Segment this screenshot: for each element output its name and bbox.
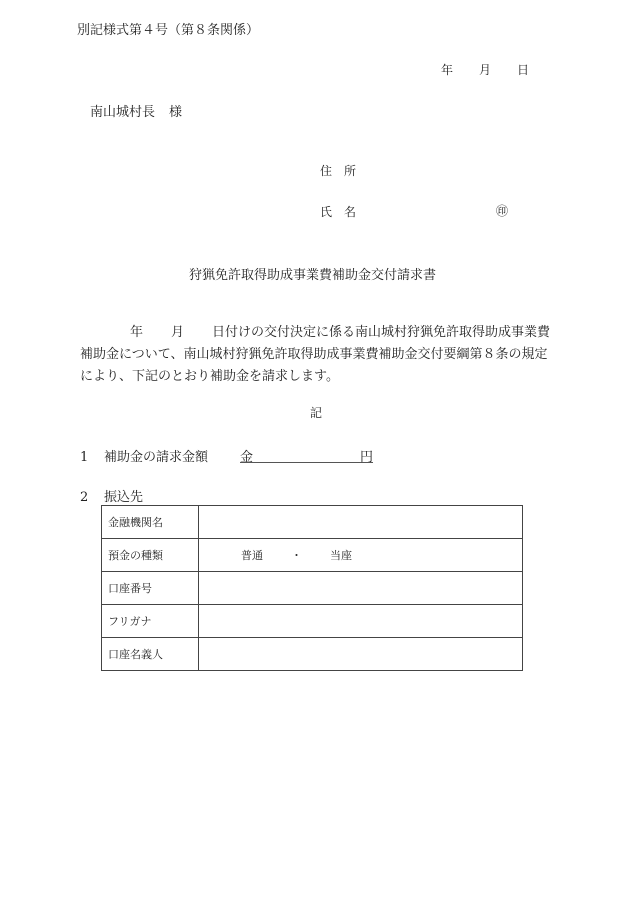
amount-prefix: 金 bbox=[240, 450, 254, 465]
applicant-address bbox=[320, 162, 366, 179]
amount-field[interactable] bbox=[240, 446, 373, 463]
item1-label: 補助金の請求金額 bbox=[104, 450, 209, 465]
name-label: 氏 名 bbox=[320, 205, 357, 219]
addressee-name: 南山城村長 bbox=[90, 105, 156, 120]
row-label: 口座番号 bbox=[102, 572, 199, 605]
table-row bbox=[102, 605, 523, 638]
option-separator: ・ bbox=[291, 549, 302, 562]
furigana-field[interactable] bbox=[199, 605, 523, 638]
item1-number: 1 bbox=[80, 450, 89, 465]
body-month: 月 bbox=[171, 325, 185, 340]
ki-heading: 記 bbox=[310, 406, 323, 420]
bank-name-field[interactable] bbox=[199, 506, 523, 539]
option-futsu[interactable]: 普通 bbox=[241, 549, 263, 562]
row-label: 金融機関名 bbox=[102, 506, 199, 539]
addressee-honorific: 様 bbox=[169, 105, 183, 120]
seal-mark: ㊞ bbox=[496, 204, 509, 218]
row-label: 口座名義人 bbox=[102, 638, 199, 671]
address-label: 住 所 bbox=[320, 164, 357, 178]
account-type-field[interactable] bbox=[199, 539, 523, 572]
bank-table bbox=[101, 505, 523, 671]
applicant-name bbox=[320, 203, 366, 220]
item2-number: 2 bbox=[80, 490, 89, 505]
row-label: フリガナ bbox=[102, 605, 199, 638]
item-transfer-destination bbox=[80, 486, 143, 505]
table-row bbox=[102, 638, 523, 671]
table-row bbox=[102, 572, 523, 605]
option-toza[interactable]: 当座 bbox=[330, 549, 352, 562]
date-day: 日 bbox=[517, 63, 530, 77]
table-row bbox=[102, 506, 523, 539]
account-holder-field[interactable] bbox=[199, 638, 523, 671]
date-year: 年 bbox=[441, 63, 454, 77]
row-label: 預金の種類 bbox=[102, 539, 199, 572]
body-text: 日付けの交付決定に係る南山城村狩猟免許取得助成事業費補助金について、南山城村狩猟免許取得助成事業費補助金交付要綱第８条の規定により、下記のとおり補助金を請求します。 bbox=[80, 325, 551, 384]
addressee bbox=[90, 101, 182, 120]
amount-suffix: 円 bbox=[359, 450, 373, 465]
date-line bbox=[441, 61, 529, 78]
account-number-field[interactable] bbox=[199, 572, 523, 605]
request-body bbox=[80, 322, 560, 388]
form-number: 別記様式第４号（第８条関係） bbox=[77, 23, 260, 38]
table-row bbox=[102, 539, 523, 572]
item-request-amount bbox=[80, 446, 208, 465]
item2-label: 振込先 bbox=[104, 490, 144, 505]
document-title: 狩猟免許取得助成事業費補助金交付請求書 bbox=[189, 268, 437, 283]
body-year: 年 bbox=[130, 325, 144, 340]
date-month: 月 bbox=[479, 63, 492, 77]
